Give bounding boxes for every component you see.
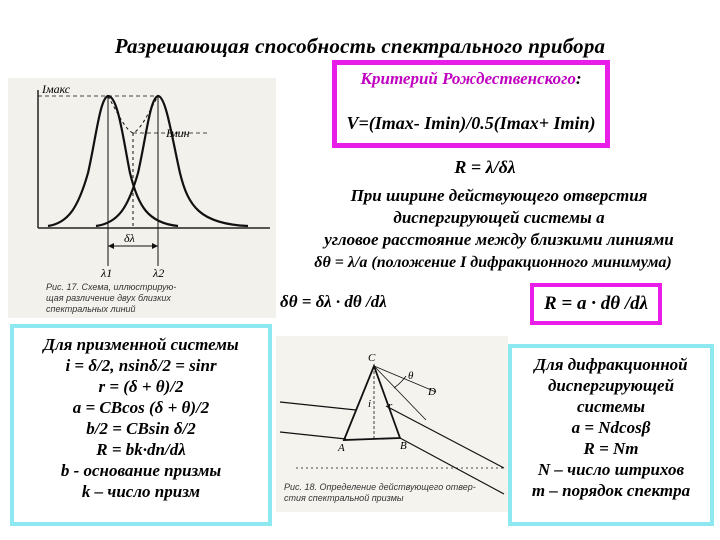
label-dlambda: δλ [124,231,135,245]
criterion-title [337,69,605,89]
grating-line: N – число штрихов [537,460,685,479]
criterion-title-text: Критерий Рождественского [360,69,576,88]
label-imax: Iмакс [42,82,71,96]
grating-line: диспергирующей [547,376,675,395]
visibility-formula: V=(Imax- Imin)/0.5(Imax+ Imin) [346,113,596,133]
description-line-1: При ширине действующего отверстия [350,186,648,205]
prism-line: r = (δ + θ)/2 [98,377,184,396]
prism-line: b/2 = CBsin δ/2 [86,419,196,438]
prism-line: Для призменной системы [43,335,239,354]
prism-box [10,324,272,526]
resolution-formula: R = λ/δλ [454,157,516,177]
description-line-2: диспергирующей системы а [393,208,605,227]
label-b: B [400,440,407,452]
dtheta-formula: δθ = δλ · dθ /dλ [280,292,387,311]
grating-box [508,344,714,526]
r-formula-box: R = a · dθ /dλ [530,283,662,325]
description-line-4: δθ = λ/а (положение I дифракционного минимума) [314,254,672,271]
prism-line: k – число призм [81,482,201,501]
description-line-3: угловое расстояние между близкими линиями [324,230,674,249]
grating-line: m – порядок спектра [531,481,691,500]
criterion-colon: : [575,69,582,88]
figure-17 [8,78,276,318]
label-i: i [368,398,372,410]
label-c: C [368,352,376,364]
criterion-box [332,60,610,148]
grating-line: Для дифракционной [534,355,688,374]
label-lambda2: λ2 [153,266,165,280]
figure-18-caption: Рис. 18. Определение действующего отвер- стия спектральной призмы [284,482,476,503]
label-r: r [388,400,393,412]
prism-line: b - основание призмы [60,461,222,480]
label-lambda1: λ1 [101,266,113,280]
grating-line: a = Ndcosβ [571,418,651,437]
grating-line: системы [576,397,646,416]
prism-line: i = δ/2, nsinδ/2 = sinr [65,356,217,375]
label-imin: Iмин [166,126,190,140]
figure-17-caption: Рис. 17. Схема, иллюстрирую- щая различение двух близких спектральных линий [46,282,177,314]
grating-line: R = Nm [583,439,639,458]
prism-line: R = bk·dn/dλ [96,440,186,459]
prism-line: a = CBcos (δ + θ)/2 [72,398,210,417]
label-a: A [338,442,345,454]
label-d: D [428,386,436,398]
label-theta: θ [408,370,414,382]
page-title: Разрешающая способность спектрального прибора [114,34,606,58]
figure-18 [276,336,508,512]
